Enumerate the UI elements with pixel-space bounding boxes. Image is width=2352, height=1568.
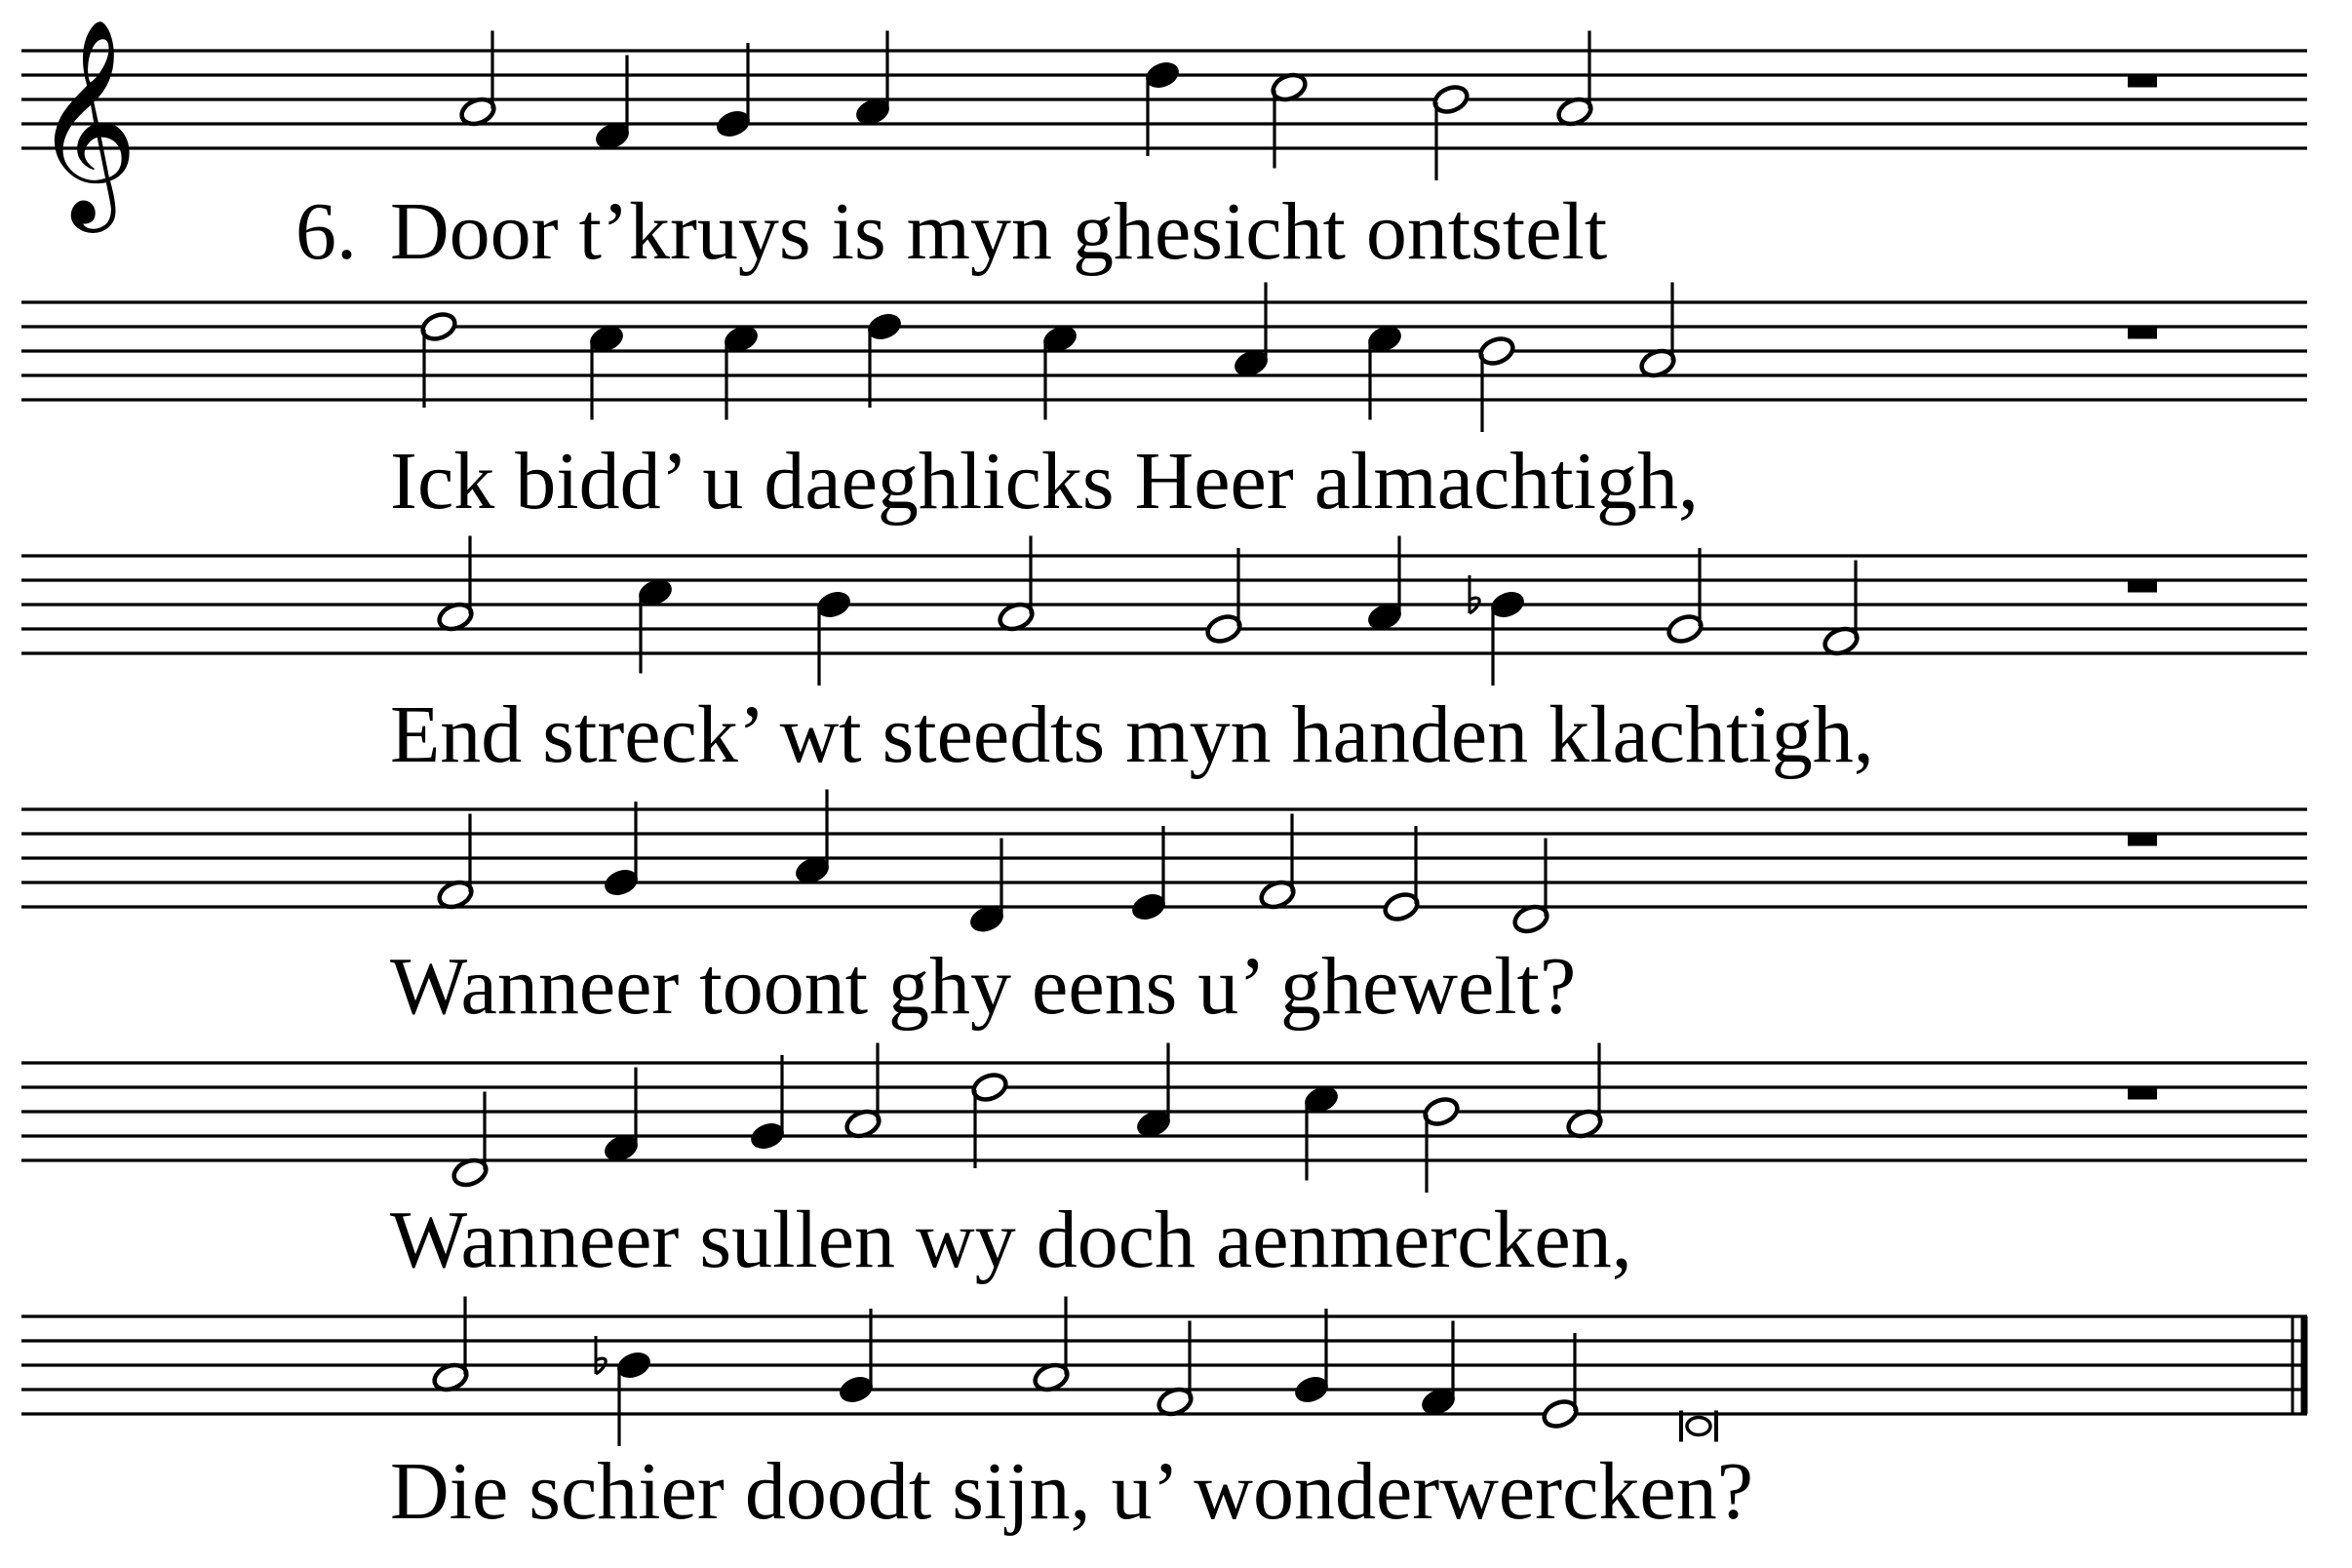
lyric-line-3: End streck’ wt steedts myn handen klachtigh, — [390, 689, 1874, 780]
lyric-line-1: Door t’kruys is myn ghesicht ontstelt — [390, 186, 1608, 277]
lyric-line-4: Wanneer toont ghy eens u’ ghewelt? — [390, 941, 1577, 1032]
half-rest — [2128, 580, 2157, 593]
lyric-line-6: Die schier doodt sijn, u’ wonderwercken? — [390, 1446, 1753, 1537]
half-rest — [2128, 327, 2157, 339]
stanza-number: 6. — [295, 186, 357, 277]
lyric-line-5: Wanneer sullen wy doch aenmercken, — [390, 1195, 1632, 1285]
half-rest — [2128, 75, 2157, 88]
lyric-line-2: Ick bidd’ u daeghlicks Heer almachtigh, — [390, 436, 1699, 527]
treble-clef-icon: 𝄞 — [33, 17, 138, 223]
half-rest — [2128, 1087, 2157, 1100]
half-rest — [2128, 834, 2157, 846]
breve-note — [1687, 1418, 1710, 1435]
